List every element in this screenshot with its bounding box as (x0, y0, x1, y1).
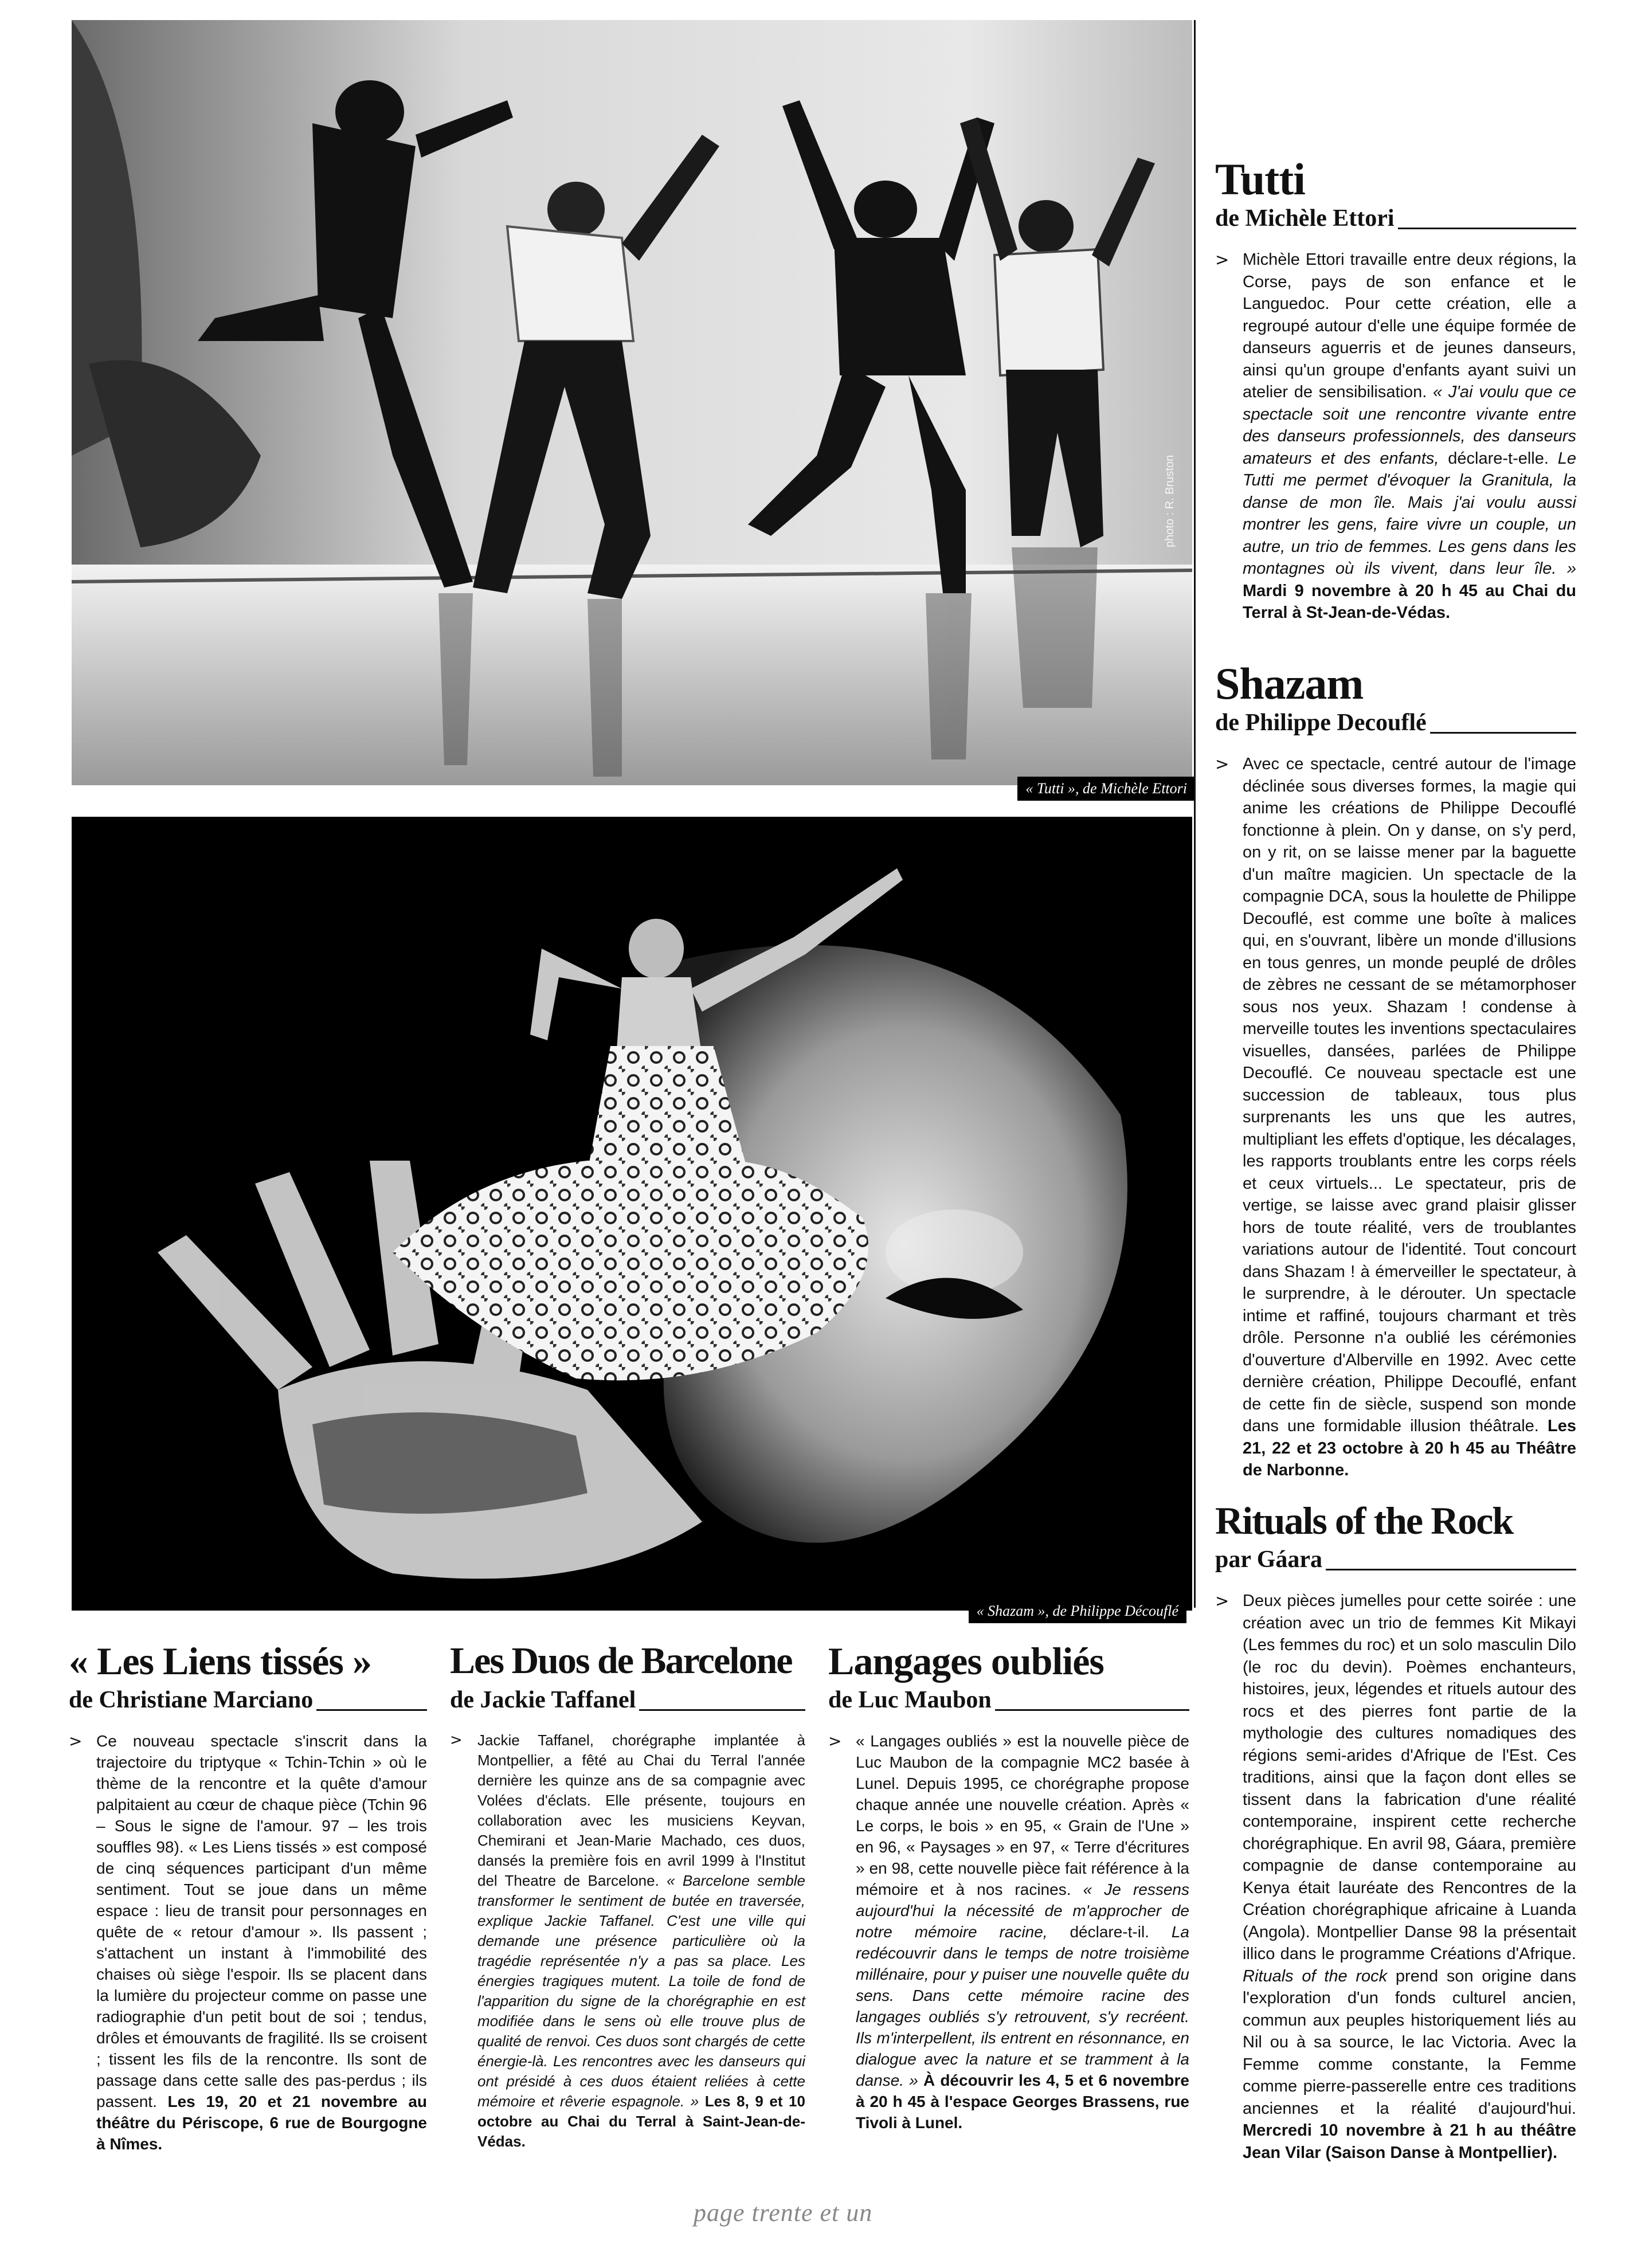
tutti-photo-image (72, 20, 1192, 785)
article-author: de Christiane Marciano (69, 1687, 314, 1713)
tutti-photo-caption: « Tutti », de Michèle Ettori (1017, 777, 1195, 801)
article-text: Ce nouveau spectacle s'inscrit dans la trajectoire du triptyque « Tchin-Tchin » où le thème de la rencontre et la quête d'amour palpitaient au cœur de chaque pièce (Tchin 96 – Sous le signe de l'amour. 97 – les trois souffles 98). « Les Liens tissés » est composé de cinq séquences participant d'un même sentiment. Tout se joue dans un même espace : lieu de transit pour personnages en quête de « retour d'amour ». Ils passent ; s'attachent un instant à l'immobilité des chaises où siège l'espoir. Ils se placent dans la lumière du projecteur comme on passe une radiographie d'un petit bout de soi ; tendus, drôles et émouvants de fragilité. Ils se croisent ; tissent les fils de la rencontre. Ils sont de passage dans cette salle des pas-perdus ; ils passent. (96, 1732, 427, 2110)
title-rule (316, 1709, 427, 1711)
article-title: Rituals of the Rock (1215, 1499, 1513, 1542)
article-body (69, 1730, 427, 2155)
article-quote-2: Le Tutti me permet d'évoquer la Granitula, la danse de mon île. Mais j'ai voulu aussi montrer les gens, faire vivre un couple, un autre, un trio de femmes. Les gens dans les montagnes où ils vivent, dans leur île. » (1243, 449, 1577, 578)
bullet-arrow-icon: > (1215, 1591, 1229, 1611)
shazam-photo-caption: « Shazam », de Philippe Découflé (969, 1599, 1186, 1623)
page-footer: page trente et un (694, 2199, 873, 2227)
article-quote: « Barcelone semble transformer le sentiment de butée en traversée, explique Jackie Taffanel. C'est une ville qui demande une présence particulière où la tragédie représentée n'y a pas sa place. Les énergies tragiques mutent. La toile de fond de l'apparition du signe de la chorégraphie en est modifiée dans le sens où elle trouve plus de qualité de renvoi. Ces duos sont chargés de cette énergie-là. Les rencontres avec les danseurs qui ont présidé à ces duos étaient reliées à cette mémoire et rêverie espagnole. » (477, 1872, 805, 2110)
article-body (1215, 753, 1576, 1482)
article-text: Avec ce spectacle, centré autour de l'image déclinée sous diverses formes, la magie qui anime les créations de Philippe Decouflé fonctionne à plein. On y danse, on s'y perd, on y rit, on se laisse mener par la baguette d'un maître magicien. Un spectacle de la compagnie DCA, sous la houlette de Philippe Decouflé, est comme une boîte à malices qui, en s'ouvrant, libère un monde d'illusions en tous genres, un monde peuplé de drôles de zèbres ne cessant de se métamorphoser sous nos yeux. Shazam ! condense à merveille toutes les inventions spectaculaires visuelles, dansées, parlées de Philippe Decouflé. Ce nouveau spectacle est une succession de tableaux, tous plus surprenants les uns que les autres, multipliant les effets d'optique, les décalages, les rapports troublants entre les corps réels et ceux virtuels... Le spectateur, pris de vertige, se laisse avec grand plaisir glisser hors de toute réalité, vers de troublantes variations autour de l'identité. Tout concourt dans Shazam ! à émerveiller le spectateur, à le surprendre, à le dérouter. Un spectacle intime et raffiné, toujours charmant et très drôle. Personne n'a oublié les cérémonies d'ouverture d'Alberville en 1992. Avec cette dernière création, Philippe Decouflé, enfant de cette fin de siècle, suspend son monde dans une formidable illusion théâtrale. (1243, 755, 1576, 1435)
bullet-arrow-icon: > (828, 1732, 842, 1750)
article-italic-title: Rituals of the rock (1243, 1967, 1388, 1985)
tutti-photo (72, 20, 1192, 785)
article-dates: À découvrir les 4, 5 et 6 novembre à 20 h 45 à l'espace Georges Brassens, rue Tivoli à Lunel. (856, 2071, 1189, 2132)
article-dates: Mardi 9 novembre à 20 h 45 au Chai du Terral à St-Jean-de-Védas. (1243, 581, 1576, 622)
article-text: « Langages oubliés » est la nouvelle pièce de Luc Maubon de la compagnie MC2 basée à Lunel. Depuis 1995, ce chorégraphe propose chaque année une nouvelle création. Après « Le corps, le bois » en 95, « Grain de l'Une » en 96, « Paysages » en 97, « Terre d'écritures » en 98, cette nouvelle pièce fait référence à la mémoire et à nos racines. (856, 1732, 1189, 1898)
bullet-arrow-icon: > (450, 1732, 463, 1749)
article-author: de Philippe Decouflé (1215, 710, 1427, 736)
byline (1215, 1546, 1576, 1573)
article-author: de Luc Maubon (828, 1687, 992, 1713)
article-text: Jackie Taffanel, chorégraphe implantée à Montpellier, a fêté au Chai du Terral l'année dernière les quinze ans de sa compagnie avec Volées d'éclats. Elle présente, toujours en collaboration avec les musiciens Keyvan, Chemirani et Jean-Marie Machado, ces duos, dansés la première fois en avril 1999 à l'Institut del Theatre de Barcelone. (477, 1732, 805, 1889)
title-rule (1398, 228, 1576, 229)
article-shazam (1215, 659, 1576, 1482)
article-text: Deux pièces jumelles pour cette soirée : une création avec un trio de femmes Kit Mikayi (Les femmes du roc) et un solo masculin Dilo (le roc du devin). Poèmes enchanteurs, histoires, jeux, légendes et rituels autour des rocs et des pierres font partie de la mythologie des cultures nomadiques des régions semi-arides d'Afrique de l'Est. Ces traditions, ainsi que la façon dont elles se tissent dans la fabrication d'une réalité contemporaine, inspirent cette recherche chorégraphique. En avril 98, Gáara, première compagnie de danse contemporaine au Kenya était lauréate des Rencontres de la Création chorégraphique africaine à Luanda (Angola). Montpellier Danse 98 la présentait illico dans le programme Créations d'Afrique. (1243, 1592, 1576, 1963)
article-title: Shazam (1215, 659, 1364, 708)
tutti-photo-credit: photo : R. Bruston (1164, 455, 1176, 547)
article-dates: Les 21, 22 et 23 octobre à 20 h 45 au Théâtre de Narbonne. (1243, 1417, 1576, 1479)
byline (1215, 205, 1576, 232)
shazam-photo-image (72, 817, 1192, 1611)
article-rituals (1215, 1496, 1576, 2164)
title-rule (1326, 1569, 1576, 1570)
bullet-arrow-icon: > (1215, 250, 1229, 269)
byline (828, 1687, 1189, 1713)
article-text: Michèle Ettori travaille entre deux régions, la Corse, pays de son enfance et le Languedoc. Pour cette création, elle a regroupé autour d'elle une équipe formée de danseurs aguerris et de jeunes danseurs, ainsi qu'un groupe d'enfants ayant suivi un atelier de sensibilisation. (1243, 250, 1576, 401)
article-duos-barcelone (450, 1636, 805, 2152)
article-quote: « Je ressens aujourd'hui la nécessité de m'approcher de notre mémoire racine, (856, 1881, 1190, 1941)
column-divider (1194, 20, 1196, 1608)
article-body (1215, 249, 1576, 624)
article-author: de Jackie Taffanel (450, 1687, 636, 1713)
article-dates: Mercredi 10 novembre à 21 h au théâtre Jean Vilar (Saison Danse à Montpellier). (1243, 2121, 1576, 2162)
byline (1215, 710, 1576, 736)
title-rule (1430, 732, 1576, 734)
article-title: Tutti (1215, 154, 1305, 204)
article-dates: Les 19, 20 et 21 novembre au théâtre du Périscope, 6 rue de Bourgogne à Nîmes. (96, 2093, 428, 2153)
article-tutti (1215, 155, 1576, 624)
article-author: par Gáara (1215, 1546, 1323, 1573)
article-body (450, 1730, 805, 2152)
shazam-photo (72, 817, 1192, 1611)
title-rule (995, 1709, 1189, 1711)
article-author: de Michèle Ettori (1215, 205, 1395, 232)
article-text-2: déclare-t-elle. (1448, 449, 1549, 468)
article-title: Langages oubliés (828, 1639, 1104, 1683)
article-title: Les Duos de Barcelone (450, 1640, 792, 1682)
article-body (1215, 1590, 1576, 2164)
article-text-2: prend son origine dans l'exploration d'un fonds culturel ancien, commun aux peuples historiquement liés au Nil ou à sa source, le lac Victoria. Avec la Femme comme constante, la Femme comme pierre-passerelle entre ces traditions anciennes et la réalité d'aujourd'hui. (1243, 1967, 1576, 2118)
article-quote: « J'ai voulu que ce spectacle soit une rencontre vivante entre des danseurs professionnels, des danseurs amateurs et des enfants, (1243, 383, 1576, 468)
article-dates: Les 8, 9 et 10 octobre au Chai du Terral à Saint-Jean-de-Védas. (477, 2093, 805, 2150)
byline (69, 1687, 427, 1713)
byline (450, 1687, 805, 1713)
article-langages-oublies (828, 1636, 1189, 2133)
article-text-2: déclare-t-il. (1070, 1923, 1149, 1941)
bullet-arrow-icon: > (1215, 754, 1229, 774)
article-liens-tisses (69, 1636, 427, 2155)
article-title: « Les Liens tissés » (69, 1639, 371, 1683)
article-quote-2: La redécouvrir dans le temps de notre troisième millénaire, pour y puiser une nouvelle quête du sens. Dans cette mémoire racine des langages oubliés s'y retrouvent, s'y recréent. Ils m'interpellent, ils entrent en résonnance, en dialogue avec la nature et se tramment à la danse. » (856, 1923, 1190, 2089)
title-rule (639, 1709, 805, 1711)
bullet-arrow-icon: > (69, 1732, 83, 1750)
article-body (828, 1730, 1189, 2133)
